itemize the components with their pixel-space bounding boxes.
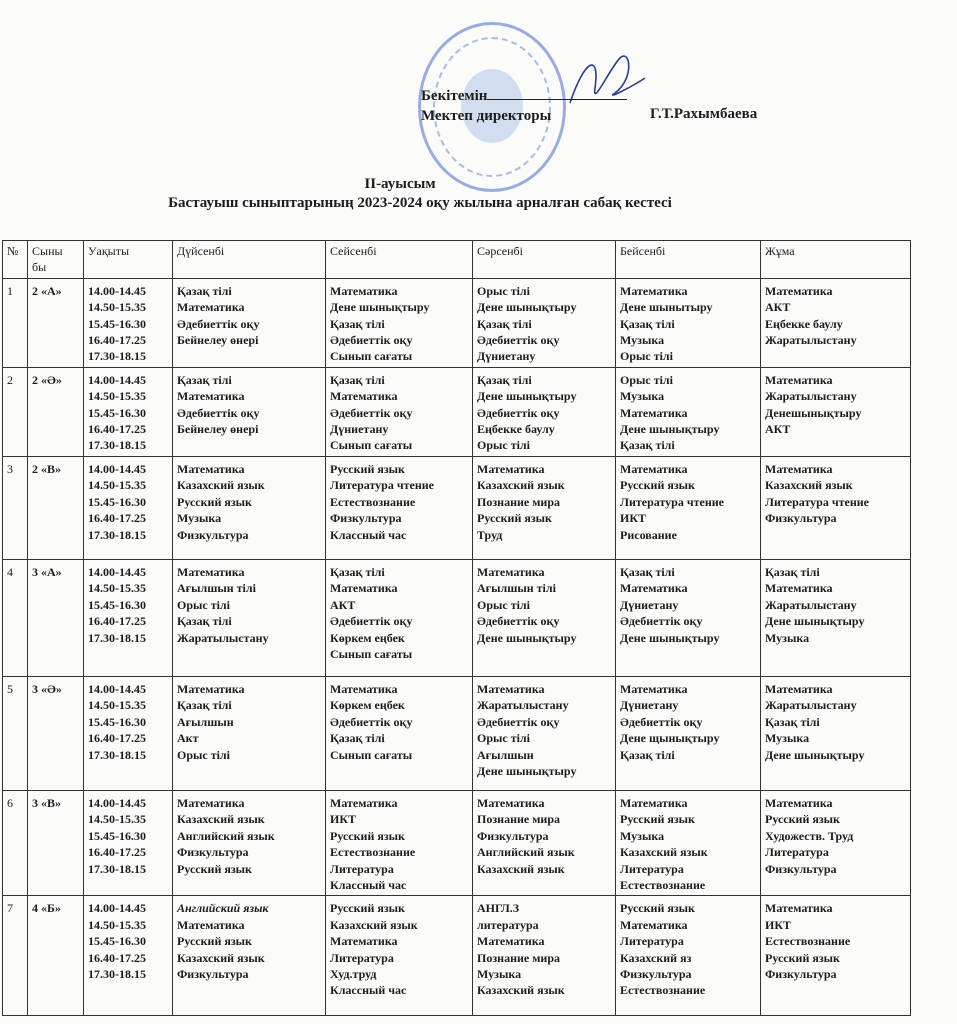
class-name: 2 «В» [28, 456, 84, 559]
lesson: Жаратылыстану [177, 630, 269, 645]
day-cell [616, 278, 761, 367]
lesson: ИКТ [765, 917, 792, 932]
time-slot: 15.45-16.30 [88, 494, 146, 509]
lesson: Казахский язык [177, 812, 265, 827]
time-slot: 15.45-16.30 [88, 405, 146, 420]
time-slot: 16.40-17.25 [88, 422, 146, 437]
lesson: Классный час [330, 527, 407, 542]
class-name: 2 «Ә» [28, 367, 84, 456]
lesson: Ағылшын [177, 714, 234, 729]
lesson: Бейнелеу өнері [177, 333, 259, 348]
lesson: Труд [477, 527, 503, 542]
column-header: Жұма [761, 241, 911, 279]
lesson: Литература [330, 950, 394, 965]
lesson: Математика [330, 795, 398, 810]
lesson: Қазақ тілі [765, 714, 820, 729]
schedule-table [2, 240, 911, 1016]
time-slot: 17.30-18.15 [88, 966, 146, 981]
day-cell [616, 367, 761, 456]
lesson: Математика [765, 681, 833, 696]
lesson: Жаратылыстану [765, 389, 857, 404]
lesson: Әдебиеттік оқу [330, 405, 413, 420]
day-cell [473, 676, 616, 790]
lesson: Русский язык [177, 494, 252, 509]
lesson: Математика [177, 300, 245, 315]
lesson: Дене шынытыру [620, 300, 713, 315]
lesson: Дене шынықтыру [765, 747, 865, 762]
time-slot: 17.30-18.15 [88, 438, 146, 453]
table-row [3, 367, 911, 456]
lesson: Дене шынықтыру [477, 763, 577, 778]
lesson: Музыка [620, 389, 665, 404]
class-name: 4 «Б» [28, 896, 84, 1016]
lesson: Русский язык [330, 461, 405, 476]
lesson: Математика [620, 681, 688, 696]
lesson: Русский язык [177, 861, 252, 876]
lesson: ИКТ [620, 511, 647, 526]
lesson: Әдебиеттік оқу [477, 614, 560, 629]
class-name: 3 «В» [28, 790, 84, 895]
row-number: 1 [3, 278, 28, 367]
lesson: Математика [330, 389, 398, 404]
day-cell [473, 559, 616, 676]
time-slot: 15.45-16.30 [88, 597, 146, 612]
lesson: Математика [620, 283, 688, 298]
time-slot: 17.30-18.15 [88, 630, 146, 645]
lesson: Русский язык [620, 812, 695, 827]
lesson: Математика [765, 795, 833, 810]
day-cell [326, 559, 473, 676]
time-slot: 14.00-14.45 [88, 372, 146, 387]
time-slot: 14.00-14.45 [88, 283, 146, 298]
day-cell [473, 456, 616, 559]
time-slot: 16.40-17.25 [88, 950, 146, 965]
lesson: Қазақ тілі [765, 564, 820, 579]
time-slot: 14.00-14.45 [88, 461, 146, 476]
lesson: Бейнелеу өнері [177, 422, 259, 437]
lesson: Ағылшын тілі [477, 581, 556, 596]
time-slot: 14.50-15.35 [88, 300, 146, 315]
day-cell [616, 559, 761, 676]
time-slot: 17.30-18.15 [88, 861, 146, 876]
lesson: Қазақ тілі [330, 316, 385, 331]
lesson: Русский язык [620, 478, 695, 493]
lesson: Худ.труд [330, 966, 377, 981]
lesson: Музыка [620, 333, 665, 348]
lesson: Орыс тілі [620, 372, 673, 387]
day-cell [326, 278, 473, 367]
day-cell [326, 367, 473, 456]
lesson: Математика [177, 564, 245, 579]
lesson: Рисование [620, 527, 677, 542]
lesson: Математика [330, 934, 398, 949]
row-number: 2 [3, 367, 28, 456]
lesson: Қазақ тілі [330, 731, 385, 746]
lesson: Орыс тілі [477, 597, 530, 612]
lesson: Әдебиеттік оқу [620, 614, 703, 629]
lesson: Музыка [765, 630, 810, 645]
time-slot: 14.50-15.35 [88, 389, 146, 404]
lesson: Сынып сағаты [330, 349, 413, 364]
time-slot: 14.00-14.45 [88, 564, 146, 579]
lesson: Дене шынықтыру [620, 422, 720, 437]
lesson: Физкультура [477, 828, 549, 843]
lesson: Литература чтение [330, 478, 434, 493]
lesson: Казахский язык [477, 983, 565, 998]
lesson: Литература чтение [620, 494, 724, 509]
lesson: Математика [477, 461, 545, 476]
time-cell [84, 559, 173, 676]
day-cell [173, 367, 326, 456]
lesson: Әдебиеттік оқу [177, 316, 260, 331]
lesson: Музыка [765, 731, 810, 746]
lesson: литература [477, 917, 539, 932]
lesson: Познание мира [477, 812, 560, 827]
lesson: Английский язык [177, 901, 269, 916]
time-cell [84, 676, 173, 790]
approve-label: Бекітемін [421, 88, 488, 104]
lesson: Музыка [620, 828, 665, 843]
lesson: Казахский язык [177, 478, 265, 493]
lesson: Қазақ тілі [177, 372, 232, 387]
lesson: Казахский язык [477, 478, 565, 493]
lesson: Литература [765, 845, 829, 860]
time-slot: 14.50-15.35 [88, 581, 146, 596]
lesson: Дене шынықтыру [620, 630, 720, 645]
time-slot: 14.50-15.35 [88, 917, 146, 932]
time-slot: 17.30-18.15 [88, 747, 146, 762]
lesson: Естествознание [330, 845, 416, 860]
time-cell [84, 456, 173, 559]
lesson: Естествознание [620, 983, 706, 998]
table-row [3, 790, 911, 895]
lesson: Ағылшын [477, 747, 534, 762]
lesson: Казахский язык [330, 917, 418, 932]
day-cell [473, 367, 616, 456]
day-cell [616, 456, 761, 559]
lesson: Математика [177, 389, 245, 404]
lesson: Қазақ тілі [477, 316, 532, 331]
lesson: Орыс тілі [477, 731, 530, 746]
approval-block [421, 86, 627, 126]
approver-role: Мектеп директоры [421, 108, 552, 124]
column-header: № [3, 241, 28, 279]
lesson: Сынып сағаты [330, 646, 413, 661]
lesson: Орыс тілі [477, 438, 530, 453]
lesson: Физкультура [177, 527, 249, 542]
row-number: 5 [3, 676, 28, 790]
time-slot: 17.30-18.15 [88, 527, 146, 542]
lesson: Дене шынықтыру [330, 300, 430, 315]
day-cell [473, 896, 616, 1016]
lesson: Дүниетану [330, 422, 389, 437]
time-slot: 16.40-17.25 [88, 333, 146, 348]
lesson: Физкультура [330, 511, 402, 526]
lesson: Казахский язык [477, 861, 565, 876]
lesson: Математика [177, 681, 245, 696]
time-slot: 16.40-17.25 [88, 845, 146, 860]
time-slot: 16.40-17.25 [88, 511, 146, 526]
row-number: 6 [3, 790, 28, 895]
time-slot: 14.50-15.35 [88, 698, 146, 713]
class-name: 2 «А» [28, 278, 84, 367]
day-cell [616, 790, 761, 895]
lesson: Русский язык [620, 901, 695, 916]
lesson: Классный час [330, 983, 407, 998]
time-slot: 14.50-15.35 [88, 478, 146, 493]
time-slot: 15.45-16.30 [88, 316, 146, 331]
lesson: Русский язык [477, 511, 552, 526]
table-row [3, 278, 911, 367]
lesson: Қазақ тілі [620, 316, 675, 331]
day-cell [761, 896, 911, 1016]
lesson: Математика [620, 795, 688, 810]
column-header: Сәрсенбі [473, 241, 616, 279]
lesson: Жаратылыстану [765, 333, 857, 348]
lesson: Математика [620, 405, 688, 420]
column-header: Бейсенбі [616, 241, 761, 279]
lesson: Английский язык [477, 845, 575, 860]
lesson: Математика [620, 461, 688, 476]
lesson: Көркем еңбек [330, 630, 405, 645]
lesson: Математика [765, 372, 833, 387]
lesson: Литература [620, 934, 684, 949]
time-cell [84, 278, 173, 367]
table-row [3, 676, 911, 790]
day-cell [761, 456, 911, 559]
lesson: Дене шынықтыру [477, 389, 577, 404]
lesson: Математика [330, 581, 398, 596]
lesson: Қазақ тілі [477, 372, 532, 387]
lesson: Математика [477, 795, 545, 810]
time-cell [84, 790, 173, 895]
lesson: Художеств. Труд [765, 828, 854, 843]
day-cell [326, 896, 473, 1016]
lesson: Русский язык [330, 828, 405, 843]
time-slot: 14.00-14.45 [88, 681, 146, 696]
day-cell [326, 456, 473, 559]
lesson: Казахский язык [620, 845, 708, 860]
time-slot: 15.45-16.30 [88, 714, 146, 729]
document-title: Бастауыш сыныптарының 2023-2024 оқу жылына арналған сабақ кестесі [168, 195, 672, 211]
row-number: 4 [3, 559, 28, 676]
time-slot: 15.45-16.30 [88, 934, 146, 949]
lesson: Әдебиеттік оқу [477, 405, 560, 420]
lesson: Математика [330, 681, 398, 696]
day-cell [326, 676, 473, 790]
lesson: Әдебиеттік оқу [477, 714, 560, 729]
lesson: Математика [765, 283, 833, 298]
lesson: Математика [477, 681, 545, 696]
time-cell [84, 896, 173, 1016]
lesson: Литература [330, 861, 394, 876]
lesson: АКТ [330, 597, 356, 612]
day-cell [473, 790, 616, 895]
lesson: Познание мира [477, 950, 560, 965]
lesson: Естествознание [620, 877, 706, 892]
table-row [3, 896, 911, 1016]
lesson: Қазақ тілі [177, 614, 232, 629]
lesson: Дене шынықтыру [477, 630, 577, 645]
lesson: Математика [765, 901, 833, 916]
time-slot: 15.45-16.30 [88, 828, 146, 843]
time-slot: 14.00-14.45 [88, 901, 146, 916]
lesson: Математика [765, 461, 833, 476]
lesson: Познание мира [477, 494, 560, 509]
lesson: Литература чтение [765, 494, 869, 509]
director-name: Г.Т.Рахымбаева [650, 106, 758, 122]
day-cell [173, 676, 326, 790]
lesson: Әдебиеттік оқу [620, 714, 703, 729]
lesson: Математика [765, 581, 833, 596]
lesson: Физкультура [620, 966, 692, 981]
lesson: Дүниетану [620, 698, 679, 713]
lesson: Физкультура [765, 966, 837, 981]
lesson: Орыс тілі [177, 597, 230, 612]
lesson: Қазақ тілі [620, 564, 675, 579]
lesson: Қазақ тілі [330, 372, 385, 387]
row-number: 3 [3, 456, 28, 559]
lesson: Әдебиеттік оқу [330, 714, 413, 729]
lesson: Математика [177, 917, 245, 932]
lesson: Математика [330, 283, 398, 298]
lesson: Русский язык [177, 934, 252, 949]
lesson: Музыка [477, 966, 522, 981]
class-name: 3 «А» [28, 559, 84, 676]
row-number: 7 [3, 896, 28, 1016]
lesson: Русский язык [765, 950, 840, 965]
shift-title: ІІ-ауысым [364, 176, 436, 192]
lesson: Естествознание [330, 494, 416, 509]
lesson: АНГЛ.З [477, 901, 520, 916]
lesson: Ағылшын тілі [177, 581, 256, 596]
lesson: Сынып сағаты [330, 438, 413, 453]
lesson: Қазақ тілі [620, 747, 675, 762]
lesson: Жаратылыстану [765, 698, 857, 713]
class-name: 3 «Ә» [28, 676, 84, 790]
time-slot: 14.50-15.35 [88, 812, 146, 827]
column-header: Сейсенбі [326, 241, 473, 279]
lesson: Орыс тілі [477, 283, 530, 298]
lesson: Физкультура [177, 966, 249, 981]
lesson: Дене шынықтыру [765, 614, 865, 629]
time-slot: 16.40-17.25 [88, 731, 146, 746]
lesson: Дене шынықтыру [477, 300, 577, 315]
lesson: Сынып сағаты [330, 747, 413, 762]
column-header: Уақыты [84, 241, 173, 279]
lesson: Қазақ тілі [620, 438, 675, 453]
lesson: Физкультура [765, 861, 837, 876]
lesson: Русский язык [765, 812, 840, 827]
lesson: Акт [177, 731, 199, 746]
lesson: Қазақ тілі [177, 698, 232, 713]
lesson: Әдебиеттік оқу [330, 614, 413, 629]
lesson: Математика [177, 461, 245, 476]
lesson: Еңбекке баулу [765, 316, 843, 331]
lesson: Казахский язык [177, 950, 265, 965]
lesson: Көркем еңбек [330, 698, 405, 713]
day-cell [326, 790, 473, 895]
lesson: Денешынықтыру [765, 405, 862, 420]
lesson: Қазақ тілі [330, 564, 385, 579]
day-cell [173, 278, 326, 367]
day-cell [761, 278, 911, 367]
day-cell [616, 896, 761, 1016]
column-header: Сыны бы [28, 241, 84, 279]
time-cell [84, 367, 173, 456]
table-row [3, 559, 911, 676]
column-header: Дүйсенбі [173, 241, 326, 279]
lesson: Физкультура [177, 845, 249, 860]
lesson: Еңбекке баулу [477, 422, 555, 437]
lesson: Математика [477, 934, 545, 949]
day-cell [473, 278, 616, 367]
lesson: Әдебиеттік оқу [477, 333, 560, 348]
lesson: Музыка [177, 511, 222, 526]
lesson: Қазақ тілі [177, 283, 232, 298]
day-cell [173, 896, 326, 1016]
lesson: Физкультура [765, 511, 837, 526]
lesson: АКТ [765, 422, 791, 437]
lesson: Дүниетану [620, 597, 679, 612]
lesson: Математика [477, 564, 545, 579]
lesson: Орыс тілі [177, 747, 230, 762]
lesson: Английский язык [177, 828, 275, 843]
day-cell [761, 367, 911, 456]
time-slot: 16.40-17.25 [88, 614, 146, 629]
lesson: ИКТ [330, 812, 357, 827]
lesson: АКТ [765, 300, 791, 315]
table-row [3, 456, 911, 559]
day-cell [761, 676, 911, 790]
lesson: Математика [620, 917, 688, 932]
day-cell [761, 559, 911, 676]
lesson: Дене щынықтыру [620, 731, 720, 746]
lesson: Орыс тілі [620, 349, 673, 364]
time-slot: 17.30-18.15 [88, 349, 146, 364]
lesson: Жаратылыстану [477, 698, 569, 713]
lesson: Литература [620, 861, 684, 876]
lesson: Математика [620, 581, 688, 596]
day-cell [616, 676, 761, 790]
lesson: Жаратылыстану [765, 597, 857, 612]
day-cell [173, 456, 326, 559]
lesson: Казахский яз [620, 950, 692, 965]
day-cell [173, 790, 326, 895]
lesson: Әдебиеттік оқу [330, 333, 413, 348]
lesson: Казахский язык [765, 478, 853, 493]
day-cell [173, 559, 326, 676]
lesson: Русский язык [330, 901, 405, 916]
lesson: Дүниетану [477, 349, 536, 364]
lesson: Естествознание [765, 934, 851, 949]
day-cell [761, 790, 911, 895]
lesson: Математика [177, 795, 245, 810]
time-slot: 14.00-14.45 [88, 795, 146, 810]
lesson: Классный час [330, 877, 407, 892]
lesson: Әдебиеттік оқу [177, 405, 260, 420]
